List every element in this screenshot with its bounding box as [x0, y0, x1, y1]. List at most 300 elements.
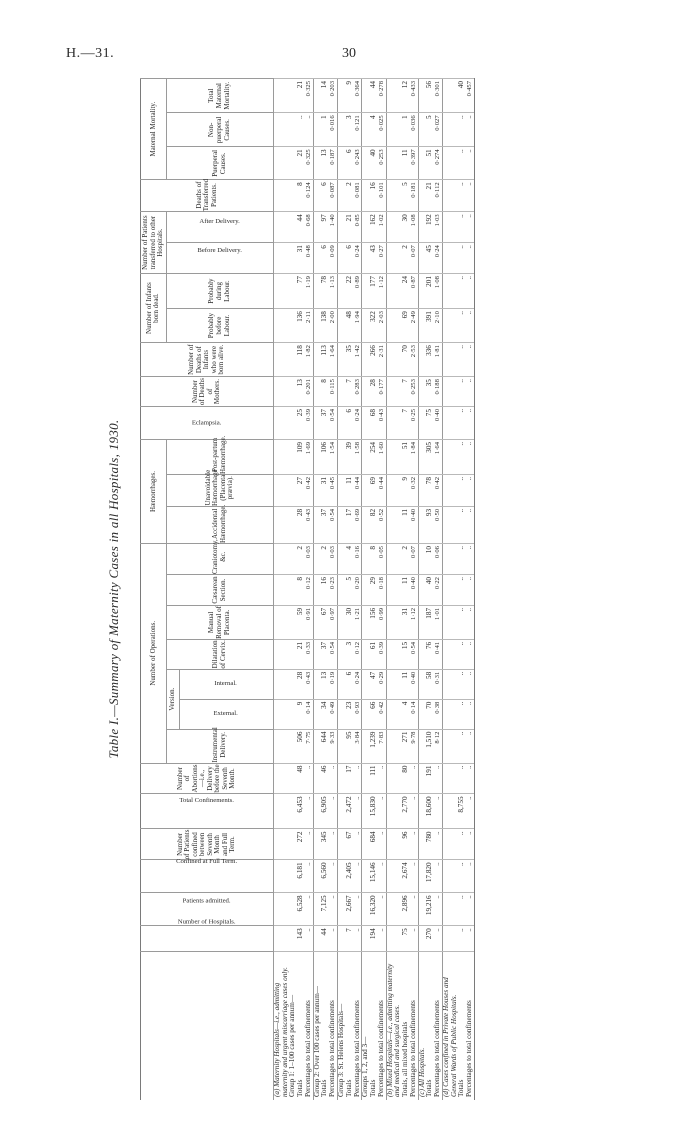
table-cell [273, 407, 289, 440]
col-puerperal: Puerperal Causes. [166, 147, 273, 180]
table-cell: 3 [346, 639, 354, 669]
table-cell [386, 439, 402, 474]
table-cell: 0·101 [378, 180, 386, 212]
col-postpartum: Post-partum Hæmorrhage. [166, 439, 273, 474]
table-cell: 1 [402, 113, 410, 147]
table-cell: 15 [402, 639, 410, 669]
col-non-puerperal: Non-puerperal Causes. [166, 113, 273, 147]
table-cell: 0·54 [329, 506, 337, 543]
table-title: Table I.—Summary of Maternity Cases in all Hospitals, 1930. [106, 419, 121, 759]
maternity-summary-table [140, 78, 475, 1100]
table-cell: 201 [426, 274, 434, 309]
table-cell: 0·20 [354, 575, 362, 606]
row-label: Percentages to total confinements [434, 952, 442, 1100]
table-cell [386, 180, 402, 212]
table-cell: 59 [297, 605, 305, 639]
table-cell: .. [458, 113, 466, 147]
table-cell [386, 343, 402, 377]
table-cell: 8 [321, 377, 329, 407]
table-cell: 1·21 [354, 605, 362, 639]
table-cell: 0·40 [434, 407, 442, 440]
table-cell [273, 212, 289, 243]
table-cell: .. [458, 544, 466, 575]
table-cell: 4 [370, 113, 378, 147]
table-cell: 31 [321, 475, 329, 507]
row-label: Percentages to total confinements [305, 952, 313, 1100]
table-cell: 66 [370, 699, 378, 729]
table-cell: 67 [321, 605, 329, 639]
table-cell: 1·58 [354, 439, 362, 474]
table-cell [273, 475, 289, 507]
table-cell [386, 147, 402, 180]
col-total-confinements: Total Confinements. [141, 794, 274, 829]
table-cell: 28 [297, 506, 305, 543]
table-cell: 1·13 [329, 274, 337, 309]
table-cell: .. [354, 860, 362, 893]
table-cell [442, 729, 458, 763]
table-cell: 0·433 [410, 79, 418, 113]
col-after-delivery: After Delivery. [166, 212, 273, 243]
col-admitted: Patients admitted. [141, 893, 274, 926]
row-label: Totals [297, 952, 305, 1100]
table-cell [273, 669, 289, 699]
table-cell: 2,770 [402, 794, 410, 829]
table-cell [442, 113, 458, 147]
table-cell: .. [378, 794, 386, 829]
table-cell: 0·325 [305, 79, 313, 113]
table-cell: 270 [426, 926, 434, 952]
table-cell [386, 506, 402, 543]
table-cell: .. [466, 639, 474, 669]
table-cell: .. [466, 893, 474, 926]
table-cell: 191 [426, 763, 434, 794]
table-cell [442, 669, 458, 699]
table-cell: .. [458, 763, 466, 794]
table-cell [442, 274, 458, 309]
table-cell: 68 [370, 407, 378, 440]
table-cell: 48 [346, 309, 354, 343]
table-cell: 6 [346, 147, 354, 180]
table-cell: 40 [458, 79, 466, 113]
table-cell: 6 [346, 669, 354, 699]
table-cell: 0·27 [378, 243, 386, 274]
table-cell: .. [466, 829, 474, 860]
table-cell: .. [458, 926, 466, 952]
table-cell: 2 [402, 544, 410, 575]
table-cell: 21 [297, 147, 305, 180]
table-cell: 21 [297, 639, 305, 669]
table-cell: 1·64 [434, 439, 442, 474]
table-cell: .. [466, 926, 474, 952]
table-cell: 0·025 [378, 113, 386, 147]
table-cell: 28 [370, 377, 378, 407]
row-label: Group 3: St. Helens Hospitals— [337, 952, 345, 1100]
table-cell [273, 575, 289, 606]
table-cell: 266 [370, 343, 378, 377]
table-cell: 0·39 [378, 639, 386, 669]
table-cell: 19,216 [426, 893, 434, 926]
group-haemorrhages: Hæmorrhages. [141, 439, 167, 543]
table-cell [273, 829, 289, 860]
table-cell: 10 [426, 544, 434, 575]
table-cell: 0·14 [410, 699, 418, 729]
table-cell: .. [305, 829, 313, 860]
table-cell: 0·203 [329, 79, 337, 113]
table-cell [273, 309, 289, 343]
table-cell: 5 [426, 113, 434, 147]
table-cell: 16 [370, 180, 378, 212]
table-cell: .. [466, 274, 474, 309]
table-cell: 8,755 [458, 794, 466, 829]
table-cell: .. [434, 926, 442, 952]
table-cell: 113 [321, 343, 329, 377]
table-cell [273, 794, 289, 829]
table-cell: .. [458, 699, 466, 729]
table-cell [386, 860, 402, 893]
group-maternal-mortality: Maternal Mortality. [141, 79, 167, 180]
table-cell: .. [434, 829, 442, 860]
table-cell: 11 [402, 575, 410, 606]
table-cell [273, 180, 289, 212]
table-cell: 5 [346, 575, 354, 606]
table-row [378, 79, 386, 1101]
table-cell: 37 [321, 639, 329, 669]
group-transferred: Number of Patients transferred to other Hospitals. [141, 212, 167, 274]
table-cell: 29 [370, 575, 378, 606]
table-cell: 51 [402, 439, 410, 474]
table-cell: .. [466, 544, 474, 575]
table-cell [386, 377, 402, 407]
row-label: Group 2: Over 100 cases per annum— [313, 952, 321, 1100]
col-eclampsia: Eclampsia. [141, 407, 274, 440]
table-row [354, 79, 362, 1101]
label-column-header [141, 952, 274, 1100]
table-cell: 0·22 [434, 575, 442, 606]
table-cell: 22 [346, 274, 354, 309]
table-cell: 0·253 [410, 377, 418, 407]
table-cell: 95 [346, 729, 354, 763]
table-cell [386, 243, 402, 274]
table-cell: .. [305, 794, 313, 829]
table-cell: 27 [297, 475, 305, 507]
table-cell: .. [466, 669, 474, 699]
table-cell: .. [466, 575, 474, 606]
table-cell: .. [466, 439, 474, 474]
col-before-delivery: Before Delivery. [166, 243, 273, 274]
row-label: Totals [370, 952, 378, 1100]
table-cell: .. [378, 763, 386, 794]
table-cell: 109 [297, 439, 305, 474]
col-full-term: Confined at Full Term. [141, 860, 274, 893]
table-cell: .. [410, 829, 418, 860]
table-body [273, 79, 474, 1101]
table-cell: 24 [402, 274, 410, 309]
table-cell: 1·94 [354, 309, 362, 343]
table-cell: 111 [370, 763, 378, 794]
table-cell: 194 [370, 926, 378, 952]
row-label: Totals [321, 952, 329, 1100]
table-cell: 0·44 [378, 475, 386, 507]
table-cell: 162 [370, 212, 378, 243]
table-cell [386, 407, 402, 440]
table-cell: 4 [402, 699, 410, 729]
table-cell [273, 147, 289, 180]
table-cell: .. [410, 794, 418, 829]
table-cell: 272 [297, 829, 305, 860]
table-cell: 2,667 [346, 893, 354, 926]
table-cell: 15,830 [370, 794, 378, 829]
table-cell [442, 605, 458, 639]
table-cell: 16,320 [370, 893, 378, 926]
row-label: Totals [458, 952, 466, 1100]
table-cell: 93 [426, 506, 434, 543]
table-cell: .. [297, 113, 305, 147]
table-cell [442, 893, 458, 926]
table-cell: 0·03 [329, 544, 337, 575]
col-before-labour: Probably before Labour. [166, 309, 273, 343]
table-cell: 0·274 [434, 147, 442, 180]
table-cell: 9 [346, 79, 354, 113]
table-cell: 0·07 [410, 544, 418, 575]
table-cell: 0·44 [354, 475, 362, 507]
table-cell: .. [458, 439, 466, 474]
table-cell: 0·364 [354, 79, 362, 113]
table-cell: 40 [370, 147, 378, 180]
table-cell: 0·87 [410, 274, 418, 309]
table-cell: 2·31 [378, 343, 386, 377]
table-cell [442, 575, 458, 606]
table-cell: 2,896 [402, 893, 410, 926]
table-cell [273, 79, 289, 113]
table-cell: 0·177 [378, 377, 386, 407]
table-cell: 1·42 [354, 343, 362, 377]
table-cell: 0·24 [354, 243, 362, 274]
table-cell: 3 [346, 113, 354, 147]
table-cell: 78 [426, 475, 434, 507]
table-cell: 0·85 [354, 212, 362, 243]
table-cell: 0·38 [434, 699, 442, 729]
table-row [458, 79, 466, 1101]
table-cell: 0·112 [434, 180, 442, 212]
table-row [337, 79, 345, 1101]
table-cell [442, 407, 458, 440]
table-cell: 0·07 [410, 243, 418, 274]
table-cell: .. [378, 893, 386, 926]
table-row [362, 79, 370, 1101]
table-cell: 7·83 [378, 729, 386, 763]
table-cell: 644 [321, 729, 329, 763]
row-label: Percentages to total confinements [378, 952, 386, 1100]
table-cell: 2·53 [410, 343, 418, 377]
table-cell: 2,405 [346, 860, 354, 893]
table-cell: .. [458, 829, 466, 860]
table-cell: .. [329, 763, 337, 794]
table-cell: 7 [402, 407, 410, 440]
table-cell: 34 [321, 699, 329, 729]
col-transferred-deaths: Deaths of Transferred Patients. [141, 180, 274, 212]
table-cell: 0·457 [466, 79, 474, 113]
table-cell: .. [458, 575, 466, 606]
table-cell: 1·12 [410, 605, 418, 639]
table-cell: 0·253 [378, 147, 386, 180]
table-cell: 2·10 [434, 309, 442, 343]
table-cell: 13 [321, 147, 329, 180]
table-cell: .. [329, 794, 337, 829]
table-cell: .. [458, 180, 466, 212]
table-cell: 684 [370, 829, 378, 860]
table-cell: .. [329, 893, 337, 926]
table-cell: .. [378, 926, 386, 952]
col-dilatation: Dilatation of Cervix. [166, 639, 273, 669]
table-cell: 138 [321, 309, 329, 343]
table-cell: 0·68 [305, 212, 313, 243]
table-cell: 1·81 [434, 343, 442, 377]
table-cell [442, 212, 458, 243]
table-cell [442, 829, 458, 860]
page-number: 30 [342, 46, 356, 61]
table-cell: 0·43 [305, 506, 313, 543]
table-cell: 17 [346, 763, 354, 794]
table-cell: 2·11 [305, 309, 313, 343]
table-cell: 75 [402, 926, 410, 952]
table-cell [442, 309, 458, 343]
table-cell: 18,600 [426, 794, 434, 829]
table-cell: 0·278 [378, 79, 386, 113]
table-cell: 1 [321, 113, 329, 147]
col-caesarean: Cæsarean Section. [166, 575, 273, 606]
table-cell: 9·33 [329, 729, 337, 763]
table-cell: 0·99 [378, 605, 386, 639]
table-cell: 7·75 [305, 729, 313, 763]
table-cell: 0·49 [329, 699, 337, 729]
table-row [434, 79, 442, 1101]
table-cell: .. [410, 893, 418, 926]
table-cell [442, 544, 458, 575]
table-cell [386, 669, 402, 699]
table-cell [273, 506, 289, 543]
table-cell: .. [466, 343, 474, 377]
table-cell [386, 212, 402, 243]
table-cell: 17,820 [426, 860, 434, 893]
table-cell: 31 [297, 243, 305, 274]
table-cell: 192 [426, 212, 434, 243]
table-cell: 47 [370, 669, 378, 699]
table-cell: 0·91 [305, 605, 313, 639]
table-cell: 44 [321, 926, 329, 952]
table-cell: 0·32 [410, 475, 418, 507]
table-cell [386, 639, 402, 669]
table-cell: 0·188 [434, 377, 442, 407]
table-cell: 0·12 [305, 575, 313, 606]
table-cell: .. [378, 860, 386, 893]
table-cell: 345 [321, 829, 329, 860]
table-cell [273, 544, 289, 575]
table-cell [273, 729, 289, 763]
table-cell: 1·08 [410, 212, 418, 243]
table-cell: 97 [321, 212, 329, 243]
table-cell: 1·19 [305, 274, 313, 309]
group-born-dead: Number of Infants born dead. [141, 274, 167, 343]
table-cell: 75 [426, 407, 434, 440]
table-cell: 1·54 [329, 439, 337, 474]
table-cell: 28 [297, 669, 305, 699]
table-cell: .. [458, 475, 466, 507]
table-cell: 2·03 [378, 309, 386, 343]
table-cell: .. [466, 729, 474, 763]
table-cell: 0·54 [329, 639, 337, 669]
table-cell: 0·124 [305, 180, 313, 212]
table-cell: 0·40 [410, 575, 418, 606]
table-cell [273, 377, 289, 407]
table-cell: 70 [426, 699, 434, 729]
col-version-external: External. [179, 699, 273, 729]
table-cell: 0·19 [329, 669, 337, 699]
table-cell: 0·18 [378, 575, 386, 606]
table-cell: 2 [297, 544, 305, 575]
table-cell: .. [466, 605, 474, 639]
table-cell: .. [466, 763, 474, 794]
group-operations: Number of Operations. [141, 544, 167, 764]
table-cell: 14 [321, 79, 329, 113]
table-cell: 7 [402, 377, 410, 407]
table-row [466, 79, 474, 1101]
table-cell: .. [458, 506, 466, 543]
table-cell: 7,125 [321, 893, 329, 926]
row-label: (d) Cases confined in Private Houses and General Wards of Public Hospitals. [442, 952, 458, 1100]
table-cell: 0·42 [378, 699, 386, 729]
table-cell: .. [305, 893, 313, 926]
table-cell [273, 113, 289, 147]
table-cell: 1·03 [434, 212, 442, 243]
table-cell: .. [410, 926, 418, 952]
table-cell: 187 [426, 605, 434, 639]
table-cell: 0·41 [434, 639, 442, 669]
table-cell: 2,472 [346, 794, 354, 829]
table-cell: 77 [297, 274, 305, 309]
table-cell: 8 [297, 180, 305, 212]
table-cell [273, 274, 289, 309]
table-cell [386, 544, 402, 575]
group-version: Version. [166, 669, 179, 729]
table-row [442, 79, 458, 1101]
table-cell: 1·40 [329, 212, 337, 243]
table-cell [386, 79, 402, 113]
table-cell: 118 [297, 343, 305, 377]
table-cell: 82 [370, 506, 378, 543]
table-cell: 0·40 [410, 506, 418, 543]
row-label: Percentages to total confinements [466, 952, 474, 1100]
col-accidental: Accidental Hæmorrhage. [166, 506, 273, 543]
col-deaths-infants: Number of Deaths of Infants who were born alive. [141, 343, 274, 377]
table-row [329, 79, 337, 1101]
table-cell: 35 [426, 377, 434, 407]
table-cell: 67 [346, 829, 354, 860]
table-cell: 336 [426, 343, 434, 377]
table-cell: .. [434, 763, 442, 794]
row-label: (b) Mixed Hospitals—i.e., admitting maternity and medical and surgical cases. [386, 952, 402, 1100]
table-cell: 0·42 [434, 475, 442, 507]
table-cell: 96 [402, 829, 410, 860]
table-cell: 0·33 [305, 639, 313, 669]
table-cell: 56 [426, 79, 434, 113]
table-cell [442, 377, 458, 407]
table-cell: .. [458, 243, 466, 274]
table-cell: 12 [402, 79, 410, 113]
table-cell [273, 699, 289, 729]
table-cell: 4 [346, 544, 354, 575]
col-during-labour: Probably during Labour. [166, 274, 273, 309]
table-cell: 0·12 [354, 639, 362, 669]
